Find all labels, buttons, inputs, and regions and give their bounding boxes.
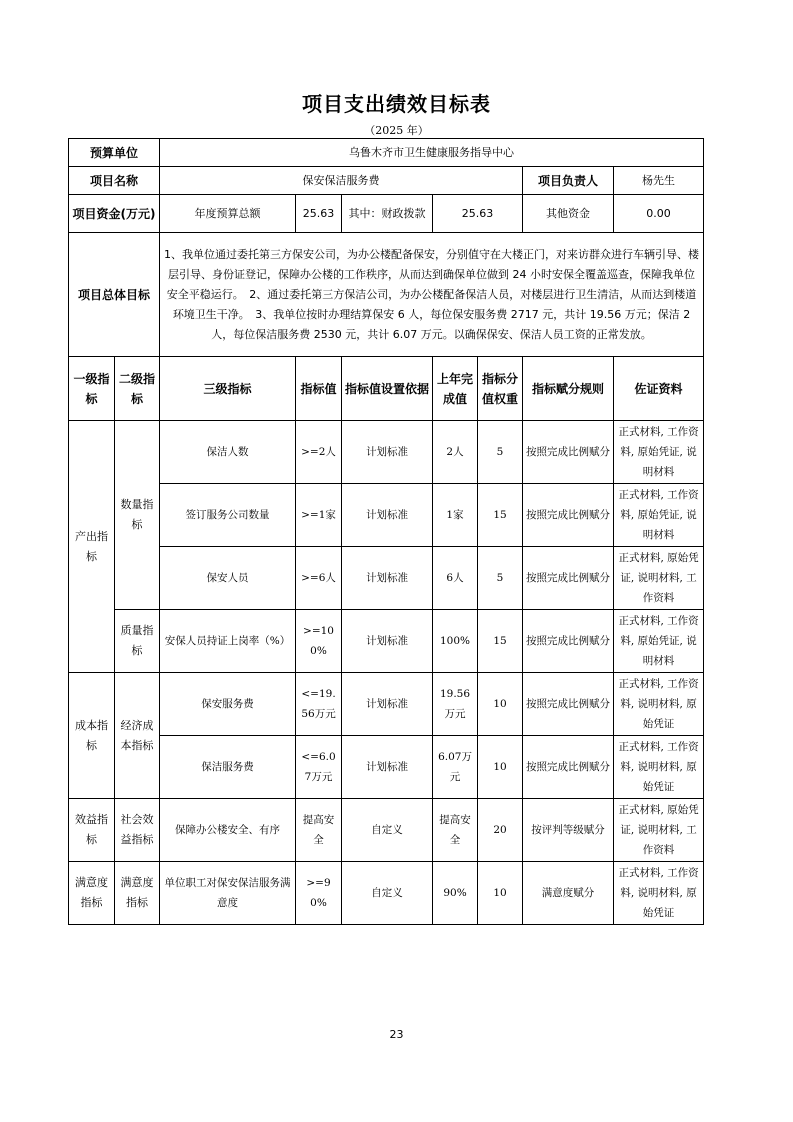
indicator-weight: 5 [478,547,523,610]
goal-row [69,233,704,357]
group-benefit: 效益指标 [69,799,115,862]
table-row [69,547,704,610]
table-row [69,673,704,736]
indicator-basis: 计划标准 [342,673,433,736]
indicator-rule: 按照完成比例赋分 [523,673,614,736]
indicator-rule: 按照完成比例赋分 [523,610,614,673]
indicator-evidence: 正式材料, 工作资料, 原始凭证, 说明材料 [614,421,704,484]
col-header-last-year: 上年完成值 [433,357,478,421]
subgroup-economic-cost: 经济成本指标 [115,673,160,799]
col-header-level2: 二级指标 [115,357,160,421]
indicator-value: >=6人 [296,547,342,610]
indicator-name: 保洁人数 [160,421,296,484]
indicator-value: >=90% [296,862,342,925]
indicator-evidence: 正式材料, 工作资料, 说明材料, 原始凭证 [614,736,704,799]
page-number: 23 [389,1028,404,1041]
col-header-level1: 一级指标 [69,357,115,421]
indicator-last-year: 2人 [433,421,478,484]
indicator-rule: 按照完成比例赋分 [523,547,614,610]
indicator-weight: 15 [478,610,523,673]
budget-unit-row [69,139,704,167]
indicator-rule: 按照完成比例赋分 [523,736,614,799]
annual-budget-value: 25.63 [296,195,342,233]
indicator-last-year: 19.56万元 [433,673,478,736]
fiscal-value: 25.63 [433,195,523,233]
indicator-evidence: 正式材料, 工作资料, 原始凭证, 说明材料 [614,610,704,673]
indicator-weight: 10 [478,673,523,736]
indicator-name: 保安人员 [160,547,296,610]
indicator-basis: 自定义 [342,862,433,925]
group-satisfaction: 满意度指标 [69,862,115,925]
indicator-weight: 10 [478,862,523,925]
col-header-evidence: 佐证资料 [614,357,704,421]
annual-budget-label: 年度预算总额 [160,195,296,233]
indicator-name: 单位职工对保安保洁服务满意度 [160,862,296,925]
indicator-basis: 计划标准 [342,484,433,547]
indicator-value: 提高安全 [296,799,342,862]
table-row [69,799,704,862]
indicator-evidence: 正式材料, 工作资料, 说明材料, 原始凭证 [614,673,704,736]
indicator-value: <=19.56万元 [296,673,342,736]
budget-unit-label: 预算单位 [69,139,160,167]
indicator-evidence: 正式材料, 原始凭证, 说明材料, 工作资料 [614,799,704,862]
fund-label: 项目资金(万元) [69,195,160,233]
indicator-last-year: 6人 [433,547,478,610]
indicator-name: 保障办公楼安全、有序 [160,799,296,862]
page-title: 项目支出绩效目标表 [302,92,491,116]
indicator-weight: 20 [478,799,523,862]
indicator-weight: 10 [478,736,523,799]
fund-row [69,195,704,233]
indicator-rule: 按评判等级赋分 [523,799,614,862]
indicator-value: <=6.07万元 [296,736,342,799]
indicator-name: 保安服务费 [160,673,296,736]
group-output: 产出指标 [69,421,115,673]
indicator-name: 保洁服务费 [160,736,296,799]
indicator-rule: 按照完成比例赋分 [523,484,614,547]
indicator-value: >=100% [296,610,342,673]
indicator-basis: 计划标准 [342,610,433,673]
subgroup-quality: 质量指标 [115,610,160,673]
indicator-last-year: 提高安全 [433,799,478,862]
table-row [69,862,704,925]
indicator-name: 安保人员持证上岗率（%） [160,610,296,673]
indicator-rule: 按照完成比例赋分 [523,421,614,484]
indicator-basis: 自定义 [342,799,433,862]
year-label: （2025 年） [364,124,429,137]
indicator-weight: 5 [478,421,523,484]
other-funds-value: 0.00 [614,195,704,233]
table-row [69,736,704,799]
indicator-evidence: 正式材料, 工作资料, 原始凭证, 说明材料 [614,484,704,547]
project-name-row [69,167,704,195]
col-header-level3: 三级指标 [160,357,296,421]
indicator-value: >=2人 [296,421,342,484]
col-header-value: 指标值 [296,357,342,421]
table-row [69,484,704,547]
project-lead-value: 杨先生 [614,167,704,195]
performance-table [68,138,704,925]
table-row [69,610,704,673]
col-header-basis: 指标值设置依据 [342,357,433,421]
indicator-basis: 计划标准 [342,421,433,484]
group-cost: 成本指标 [69,673,115,799]
indicator-value: >=1家 [296,484,342,547]
indicator-weight: 15 [478,484,523,547]
fiscal-label: 其中：财政拨款 [342,195,433,233]
indicator-rule: 满意度赋分 [523,862,614,925]
subgroup-social-benefit: 社会效益指标 [115,799,160,862]
indicator-basis: 计划标准 [342,547,433,610]
indicator-last-year: 1家 [433,484,478,547]
column-header-row [69,357,704,421]
other-funds-label: 其他资金 [523,195,614,233]
project-name-value: 保安保洁服务费 [160,167,523,195]
col-header-rule: 指标赋分规则 [523,357,614,421]
indicator-evidence: 正式材料, 原始凭证, 说明材料, 工作资料 [614,547,704,610]
indicator-last-year: 6.07万元 [433,736,478,799]
indicator-evidence: 正式材料, 工作资料, 说明材料, 原始凭证 [614,862,704,925]
budget-unit-value: 乌鲁木齐市卫生健康服务指导中心 [160,139,704,167]
col-header-weight: 指标分值权重 [478,357,523,421]
subgroup-quantity: 数量指标 [115,421,160,610]
indicator-name: 签订服务公司数量 [160,484,296,547]
indicator-last-year: 100% [433,610,478,673]
indicator-last-year: 90% [433,862,478,925]
subgroup-satisfaction: 满意度指标 [115,862,160,925]
goal-text: 1、我单位通过委托第三方保安公司，为办公楼配备保安，分别值守在大楼正门，对来访群众进行车辆引导、楼层引导、身份证登记，保障办公楼的工作秩序，从而达到确保单位做到 24 小时安保全覆盖巡查，保障我单位安全平稳运行。 2、通过委托第三方保洁公司，为办公楼配备保洁人员，对楼层进行卫生清洁，从而达到楼道环境卫生干净。 3、我单位按时办理结算保安 6 人，每位保安服务费 2717 元，共计 19.56 万元；保洁 2 人，每位保洁服务费 2530 元，共计 6.07 万元。以确保保安、保洁人员工资的正常发放。 [160,233,704,357]
project-lead-label: 项目负责人 [523,167,614,195]
goal-label: 项目总体目标 [69,233,160,357]
indicator-basis: 计划标准 [342,736,433,799]
table-row [69,421,704,484]
project-name-label: 项目名称 [69,167,160,195]
